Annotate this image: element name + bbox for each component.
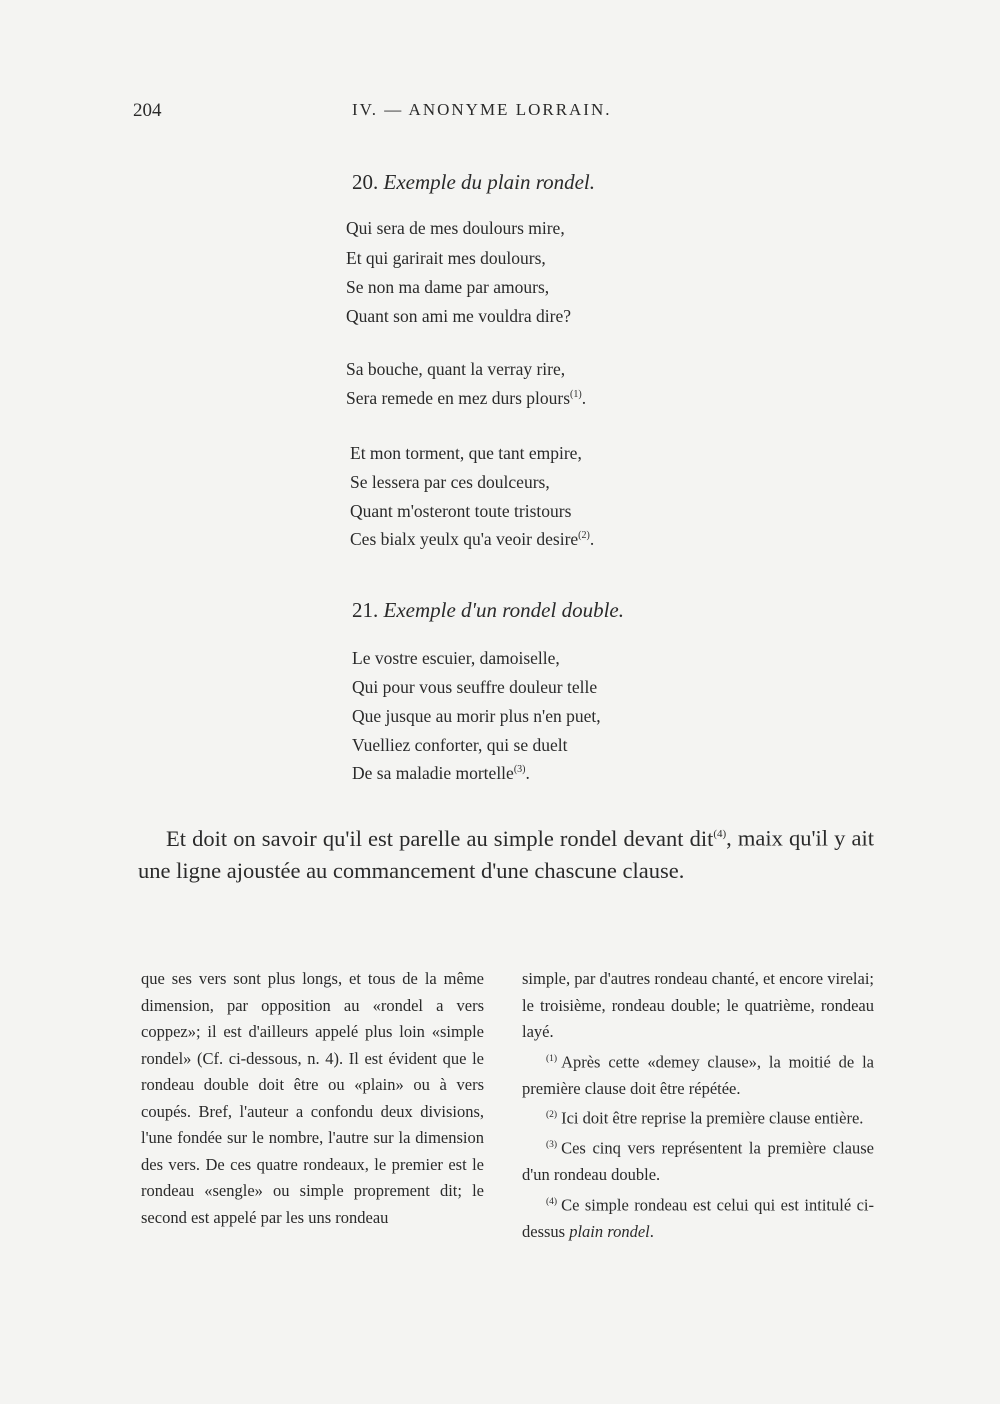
poem-line-text: Sera remede en mez durs plours bbox=[346, 388, 571, 408]
footnote-marker: (4) bbox=[546, 1196, 558, 1207]
poem-line: Le vostre escuier, damoiselle, bbox=[352, 648, 560, 668]
note-continuation: que ses vers sont plus longs, et tous de la même dimension, par opposition au «rondel a vers coppez»; il est d'ailleurs appelé plus loin «simple rondel» (Cf. ci-dessous, n. 4). Il est évident que le rondeau double doit être ou «plain» ou à vers coupés. Bref, l'auteur a confondu deux divisions, l'une fondée sur le nombre, l'autre sur la dimension des vers. De ces quatre rondeaux, le premier est le rondeau «sengle» ou simple proprement dit; le second est appelé par les uns rondeau bbox=[141, 969, 484, 1227]
section-20-heading bbox=[352, 170, 595, 195]
footnote-ref: (1) bbox=[570, 389, 582, 401]
poem-line: Vuelliez conforter, qui se duelt bbox=[352, 735, 568, 755]
poem-line: Quant son ami me vouldra dire? bbox=[346, 306, 572, 326]
running-title: IV. — ANONYME LORRAIN. bbox=[352, 100, 612, 119]
footnote-text: Ces cinq vers représentent la première clause d'un rondeau double. bbox=[522, 1138, 874, 1184]
prose-paragraph bbox=[138, 818, 874, 887]
footnote-marker: (3) bbox=[546, 1140, 558, 1150]
note-continuation: simple, par d'autres rondeau chanté, et encore virelai; le troisième, rondeau double; le quatrième, rondeau layé. bbox=[522, 969, 874, 1041]
poem-line: Se non ma dame par amours, bbox=[346, 277, 550, 297]
notes-left-column bbox=[141, 966, 484, 1231]
footnote-2 bbox=[522, 1102, 874, 1132]
poem-line: Qui sera de mes doulours mire, bbox=[346, 218, 565, 238]
footnote-italic: plain rondel bbox=[569, 1221, 650, 1241]
poem-line: Qui pour vous seuffre douleur telle bbox=[352, 677, 598, 697]
poem-line bbox=[350, 529, 594, 550]
poem-line: Sa bouche, quant la verray rire, bbox=[346, 359, 566, 379]
footnote-marker: (1) bbox=[546, 1053, 558, 1064]
footnote-4 bbox=[522, 1189, 874, 1246]
prose-text: , maix qu'il y ait une ligne ajoustée au commancement d'une chascune clause. bbox=[138, 825, 874, 883]
notes-right-column bbox=[522, 966, 874, 1245]
section-title: Exemple du plain rondel. bbox=[383, 170, 596, 194]
poem-line bbox=[346, 388, 586, 409]
poem-line: Et mon torment, que tant empire, bbox=[350, 443, 582, 463]
footnote-marker: (2) bbox=[546, 1110, 558, 1120]
footnote-text: Ici doit être reprise la première clause entière. bbox=[561, 1108, 864, 1128]
punctuation: . bbox=[649, 1221, 654, 1241]
section-21-heading bbox=[352, 598, 624, 623]
punctuation: . bbox=[589, 529, 595, 549]
section-title: Exemple d'un rondel double. bbox=[383, 598, 624, 622]
footnote-ref: (3) bbox=[513, 764, 526, 776]
page-number: 204 bbox=[133, 100, 162, 121]
punctuation: . bbox=[581, 388, 587, 408]
poem-line: Quant m'osteront toute tristours bbox=[350, 501, 572, 521]
footnote-ref: (4) bbox=[713, 828, 727, 840]
prose-text: Et doit on savoir qu'il est parelle au simple rondel devant dit bbox=[166, 825, 714, 851]
footnote-ref: (2) bbox=[578, 530, 590, 542]
section-number: 21. bbox=[352, 598, 379, 622]
poem-line-text: De sa maladie mortelle bbox=[352, 763, 514, 783]
poem-line: Et qui garirait mes doulours, bbox=[346, 248, 546, 268]
poem-line-text: Ces bialx yeulx qu'a veoir desire bbox=[350, 529, 579, 549]
footnote-text: Ce simple rondeau est celui qui est intitulé ci-dessus bbox=[522, 1195, 874, 1241]
punctuation: . bbox=[525, 763, 530, 783]
poem-line: Que jusque au morir plus n'en puet, bbox=[352, 706, 601, 726]
footnote-3 bbox=[522, 1132, 874, 1189]
poem-line bbox=[352, 763, 530, 784]
section-number: 20. bbox=[352, 170, 379, 194]
footnote-1 bbox=[522, 1046, 874, 1103]
poem-line: Se lessera par ces doulceurs, bbox=[350, 472, 550, 492]
footnote-text: Après cette «demey clause», la moitié de la première clause doit être répétée. bbox=[522, 1052, 874, 1098]
